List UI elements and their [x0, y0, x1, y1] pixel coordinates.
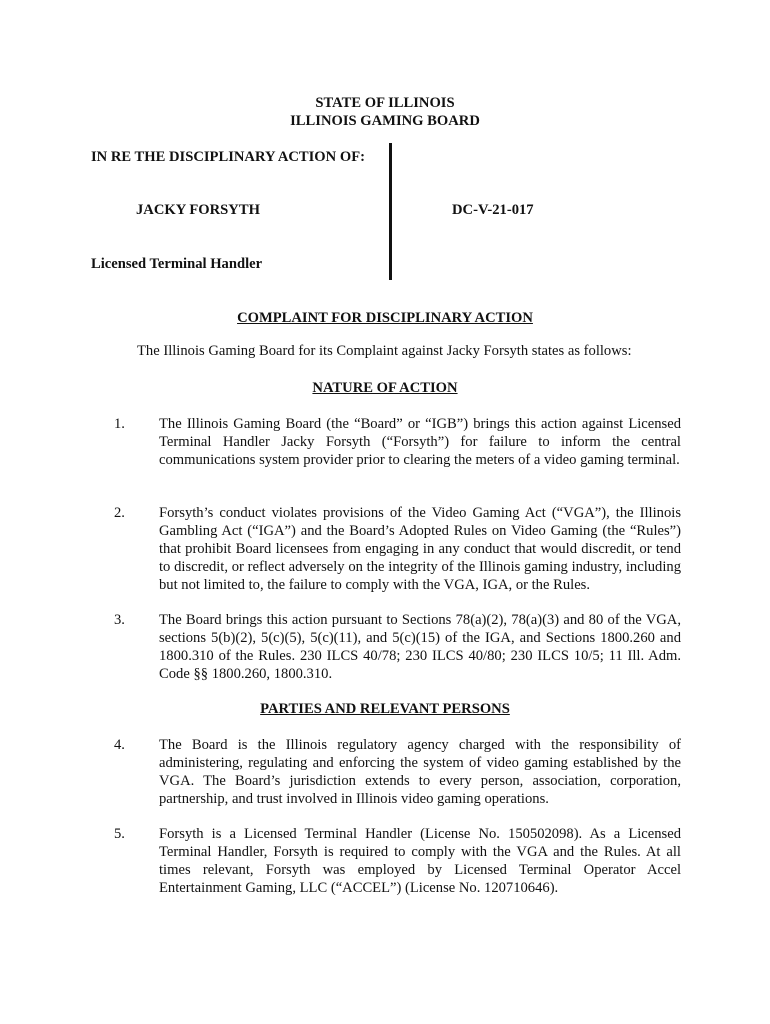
section-heading-nature: NATURE OF ACTION [312, 380, 458, 396]
caption-divider [389, 143, 392, 280]
paragraph-text: Forsyth’s conduct violates provisions of the Video Gaming Act (“VGA”), the Illinois Gambling Act (“IGA”) and the Board’s Adopted Rules on Video Gaming (the “Rules”) that prohibit Board licensees from engaging in any conduct that would discredit, or tend to discredit, or reflect adversely on the integrity of the Illinois gaming industry, including but not limited to, the failure to comply with the VGA, IGA, or the Rules. [159, 505, 681, 594]
paragraph-number: 4. [114, 737, 125, 753]
paragraph-number: 2. [114, 505, 125, 521]
intro-text: The Illinois Gaming Board for its Complaint against Jacky Forsyth states as follows: [137, 343, 632, 359]
paragraph-number: 1. [114, 416, 125, 432]
board-heading: ILLINOIS GAMING BOARD [290, 113, 480, 129]
section-heading-parties: PARTIES AND RELEVANT PERSONS [260, 701, 510, 717]
respondent-name: JACKY FORSYTH [136, 202, 260, 218]
paragraph-number: 5. [114, 826, 125, 842]
respondent-role: Licensed Terminal Handler [91, 256, 263, 272]
paragraph-text: The Board brings this action pursuant to Sections 78(a)(2), 78(a)(3) and 80 of the VGA, sections 5(b)(2), 5(c)(5), 5(c)(11), and 5(c)(15) of the IGA, and Sections 1800.260 and 1800.310 of the Rules. 230 ILCS 40/78; 230 ILCS 40/80; 230 ILCS 10/5; 11 Ill. Adm. Code §§ 1800.260, 1800.310. [159, 612, 681, 683]
paragraph-text: The Board is the Illinois regulatory agency charged with the responsibility of administering, regulating and enforcing the system of video gaming established by the VGA. The Board’s jurisdiction extends to every person, association, corporation, partnership, and trust involved in Illinois video gaming operations. [159, 737, 681, 808]
case-number: DC-V-21-017 [452, 202, 534, 218]
paragraph-number: 3. [114, 612, 125, 628]
complaint-title: COMPLAINT FOR DISCIPLINARY ACTION [237, 310, 533, 326]
in-re-label: IN RE THE DISCIPLINARY ACTION OF: [91, 149, 365, 165]
state-heading: STATE OF ILLINOIS [315, 95, 455, 111]
paragraph-text: Forsyth is a Licensed Terminal Handler (License No. 150502098). As a Licensed Terminal Handler, Forsyth is required to comply with the VGA and the Rules. At all times relevant, Forsyth was employed by Licensed Terminal Operator Accel Entertainment Gaming, LLC (“ACCEL”) (License No. 120710646). [159, 826, 681, 897]
paragraph-text: The Illinois Gaming Board (the “Board” or “IGB”) brings this action against Licensed Terminal Handler Jacky Forsyth (“Forsyth”) for failure to inform the central communications system provider prior to clearing the meters of a video gaming terminal. [159, 416, 681, 469]
